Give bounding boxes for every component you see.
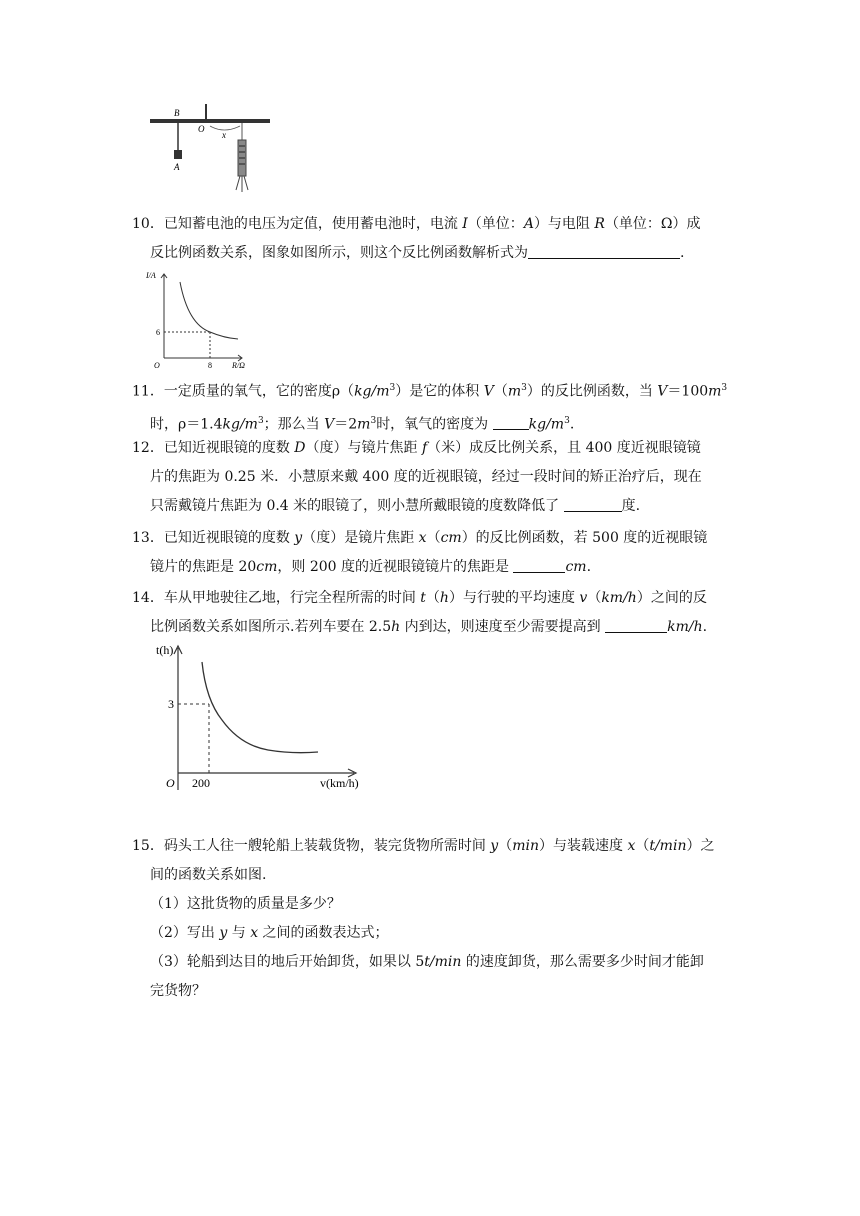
question-15: 15．码头工人往一艘轮船上装载货物，装完货物所需时间 y（min）与装载速度 x（t/min）之 间的函数关系如图. （1）这批货物的质量是多少？ （2）写出 y 与 x 之间的函数表达式； （3）轮船到达目的地后开始卸货，如果以 5t/min 的速度卸货，那么需要多少时间才能卸 完货物？	[132, 832, 732, 1006]
answer-blank[interactable]	[493, 413, 529, 430]
graph10-xlabel: R/Ω	[232, 361, 245, 370]
question-number: 10．	[132, 216, 164, 232]
question-11: 11．一定质量的氧气，它的密度$\rho(kg/m^3)$是它的体积 $V(m^3)$的反比例函数，当 $V=100m^3$ 时，$\rho=1.4kg/m^3$；那么当 $V=2m^3$时，氧气的密度为 $kg/m^3$.	[132, 383, 728, 433]
question-10: 10．已知蓄电池的电压为定值，使用蓄电池时，电流 I（单位：A）与电阻 R（单位：Ω）成 反比例函数关系，图象如图所示，则这个反比例函数解析式为 .	[132, 216, 701, 261]
question-13: 13．已知近视眼镜的度数 y（度）是镜片焦距 x（cm）的反比例函数，若 500 度的近视眼镜 镜片的焦距是 20cm，则 200 度的近视眼镜镜片的焦距是 cm.	[132, 530, 708, 575]
q10-graph	[144, 268, 254, 372]
answer-blank[interactable]	[605, 616, 667, 633]
lever-label-o: O	[198, 124, 205, 134]
question-12: 12．已知近视眼镜的度数 D（度）与镜片焦距 f（米）成反比例关系，且 400 度近视眼镜镜 片的焦距为 0.25 米．小慧原来戴 400 度的近视眼镜，经过一段时间的矫正治疗后，现在 只需戴镜片焦距为 0.4 米的眼镜了，则小慧所戴眼镜的度数降低了 度.	[132, 440, 702, 514]
q14-graph	[148, 640, 378, 800]
question-number: 14．	[132, 590, 164, 606]
graph10-xtick: 8	[208, 361, 212, 370]
sub-question-2: （2）写出 y 与 x 之间的函数表达式；	[150, 925, 389, 941]
question-number: 13．	[132, 530, 164, 546]
answer-blank[interactable]	[564, 495, 622, 512]
graph10-ytick: 6	[156, 328, 160, 337]
graph14-ylabel: t(h)	[156, 643, 174, 657]
sub-question-3: （3）轮船到达目的地后开始卸货，如果以 5t/min 的速度卸货，那么需要多少时间才能卸	[150, 954, 704, 970]
answer-blank[interactable]	[528, 242, 680, 259]
graph14-origin: O	[166, 776, 175, 790]
answer-blank[interactable]	[513, 556, 565, 573]
graph10-ylabel: I/A	[146, 271, 156, 280]
question-14: 14．车从甲地驶往乙地，行完全程所需的时间 t（h）与行驶的平均速度 v（km/h）之间的反 比例函数关系如图所示.若列车要在 2.5h 内到达，则速度至少需要提高到 km/h.	[132, 590, 708, 635]
lever-label-b: B	[174, 108, 180, 118]
lever-figure	[140, 98, 280, 198]
question-number: 15．	[132, 838, 164, 854]
graph10-origin: O	[154, 361, 160, 370]
question-number: 11．	[132, 383, 164, 400]
sub-question-1: （1）这批货物的质量是多少？	[150, 896, 341, 912]
question-number: 12．	[132, 440, 164, 456]
graph14-xtick: 200	[192, 776, 210, 790]
graph14-ytick: 3	[168, 697, 174, 711]
graph14-xlabel: v(km/h)	[320, 776, 359, 790]
lever-label-x: x	[222, 130, 226, 140]
lever-label-a: A	[174, 162, 180, 172]
